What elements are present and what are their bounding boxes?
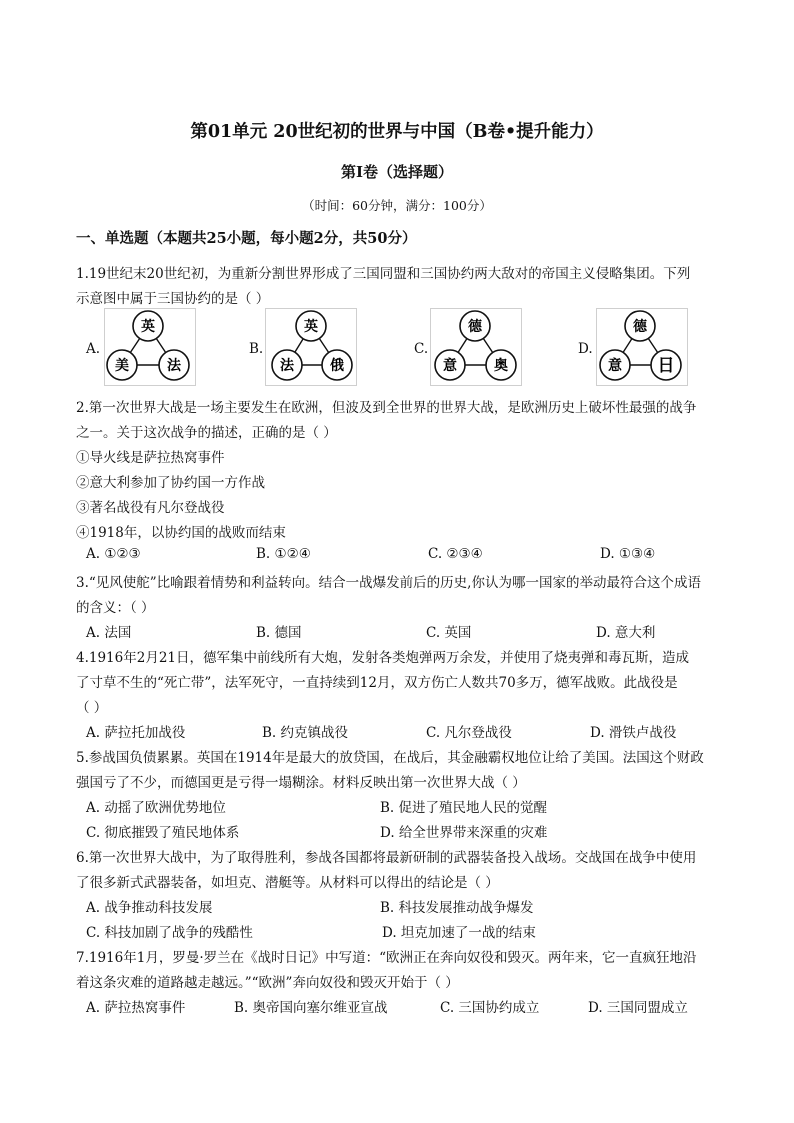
q1-option-a-letter[interactable]: A. xyxy=(86,341,101,357)
q1-line2: 示意图中属于三国协约的是（ ） xyxy=(76,291,270,307)
q1-option-b-letter[interactable]: B. xyxy=(249,341,264,357)
q6-option-a[interactable]: A. 战争推动科技发展 xyxy=(86,900,213,916)
q5-option-c[interactable]: C. 彻底摧毁了殖民地体系 xyxy=(86,825,240,841)
q2-line2: 之一。关于这次战争的描述，正确的是（ ） xyxy=(76,425,337,441)
q7-line2: 着这条灾难的道路越走越远。”“欧洲”奔向奴役和毁灭开始于（ ） xyxy=(76,975,459,991)
q1-b-left: 法 xyxy=(280,358,294,374)
q2-item-3: ③著名战役有凡尔登战役 xyxy=(76,500,225,516)
q3-line2: 的含义：（ ） xyxy=(76,600,155,616)
q2-item-2: ②意大利参加了协约国一方作战 xyxy=(76,475,265,491)
q1-c-top: 德 xyxy=(468,319,482,335)
q1-a-right: 法 xyxy=(167,358,181,374)
q1-option-c-diagram[interactable] xyxy=(430,308,522,386)
q4-option-c[interactable]: C. 凡尔登战役 xyxy=(426,725,512,741)
q1-c-left: 意 xyxy=(443,358,457,374)
q7-line1: 7.1916年1月，罗曼·罗兰在《战时日记》中写道：“欧洲正在奔向奴役和毁灭。两年来，它一直疯狂地沿 xyxy=(76,950,697,966)
q1-a-top: 英 xyxy=(141,319,155,335)
q7-option-b[interactable]: B. 奥帝国向塞尔维亚宣战 xyxy=(234,1000,388,1016)
q2-option-a[interactable]: A. ①②③ xyxy=(86,546,141,562)
q4-option-b[interactable]: B. 约克镇战役 xyxy=(262,725,349,741)
q4-line1: 4.1916年2月21日，德军集中前线所有大炮，发射各类炮弹两万余发，并使用了烧夷弹和毒瓦斯，造成 xyxy=(76,650,690,666)
q1-c-right: 奥 xyxy=(494,358,508,374)
q1-option-d-letter[interactable]: D. xyxy=(578,341,593,357)
time-info: （时间：60分钟，满分：100分） xyxy=(302,198,492,213)
volume-title: 第Ⅰ卷（选择题） xyxy=(340,163,454,181)
q4-option-a[interactable]: A. 萨拉托加战役 xyxy=(86,725,186,741)
q6-option-d[interactable]: D. 坦克加速了一战的结束 xyxy=(382,925,536,941)
q2-item-4: ④1918年，以协约国的战败而结束 xyxy=(76,525,286,541)
q1-a-left: 美 xyxy=(115,358,129,374)
q1-d-right: 日 xyxy=(657,356,675,376)
q3-line1: 3.“见风使舵”比喻跟着情势和利益转向。结合一战爆发前后的历史,你认为哪一国家的举动最符合这个成语 xyxy=(76,575,701,591)
q7-option-a[interactable]: A. 萨拉热窝事件 xyxy=(86,1000,186,1016)
q5-option-b[interactable]: B. 促进了殖民地人民的觉醒 xyxy=(380,800,548,816)
q1-d-top: 德 xyxy=(633,319,647,335)
q2-line1: 2.第一次世界大战是一场主要发生在欧洲，但波及到全世界的世界大战，是欧洲历史上破坏性最强的战争 xyxy=(76,400,697,416)
q1-d-left: 意 xyxy=(608,358,622,374)
q3-option-a[interactable]: A. 法国 xyxy=(86,625,132,641)
q4-line2: 了寸草不生的“死亡带”，法军死守，一直持续到12月，双方伤亡人数共70多万，德军战败。此战役是 xyxy=(76,675,678,691)
q2-option-b[interactable]: B. ①②④ xyxy=(256,546,311,562)
q1-option-c-letter[interactable]: C. xyxy=(414,341,429,357)
q1-line1: 1.19世纪末20世纪初，为重新分割世界形成了三国同盟和三国协约两大敌对的帝国主义侵略集团。下列 xyxy=(76,266,691,282)
q5-line1: 5.参战国负债累累。英国在1914年是最大的放贷国，在战后，其金融霸权地位让给了美国。法国这个财政 xyxy=(76,750,704,766)
page-title: 第01单元 20世纪初的世界与中国（B卷•提升能力） xyxy=(190,122,604,142)
q7-option-d[interactable]: D. 三国同盟成立 xyxy=(588,1000,688,1016)
q6-line1: 6.第一次世界大战中，为了取得胜利，参战各国都将最新研制的武器装备投入战场。交战国在战争中使用 xyxy=(76,850,697,866)
q6-option-b[interactable]: B. 科技发展推动战争爆发 xyxy=(380,900,534,916)
q7-option-c[interactable]: C. 三国协约成立 xyxy=(440,1000,540,1016)
q3-option-b[interactable]: B. 德国 xyxy=(256,625,302,641)
q6-line2: 了很多新式武器装备，如坦克、潜艇等。从材料可以得出的结论是（ ） xyxy=(76,875,499,891)
q1-option-b-diagram[interactable] xyxy=(265,308,357,386)
q5-option-d[interactable]: D. 给全世界带来深重的灾难 xyxy=(380,825,548,841)
q1-option-a-diagram[interactable] xyxy=(104,308,196,386)
section-heading: 一、单选题（本题共25小题，每小题2分，共50分） xyxy=(76,230,417,247)
q4-option-d[interactable]: D. 滑铁卢战役 xyxy=(590,725,677,741)
q5-option-a[interactable]: A. 动摇了欧洲优势地位 xyxy=(86,800,226,816)
q2-item-1: ①导火线是萨拉热窝事件 xyxy=(76,450,225,466)
q6-option-c[interactable]: C. 科技加剧了战争的残酷性 xyxy=(86,925,253,941)
q1-b-top: 英 xyxy=(304,319,318,335)
q4-line3: （ ） xyxy=(76,700,108,716)
q2-option-c[interactable]: C. ②③④ xyxy=(428,546,483,562)
q1-option-d-diagram[interactable] xyxy=(596,308,688,386)
q3-option-d[interactable]: D. 意大利 xyxy=(596,625,656,641)
q5-line2: 强国亏了不少，而德国更是亏得一塌糊涂。材料反映出第一次世界大战（ ） xyxy=(76,775,526,791)
q1-b-right: 俄 xyxy=(330,358,344,374)
q2-option-d[interactable]: D. ①③④ xyxy=(600,546,656,562)
q3-option-c[interactable]: C. 英国 xyxy=(426,625,472,641)
